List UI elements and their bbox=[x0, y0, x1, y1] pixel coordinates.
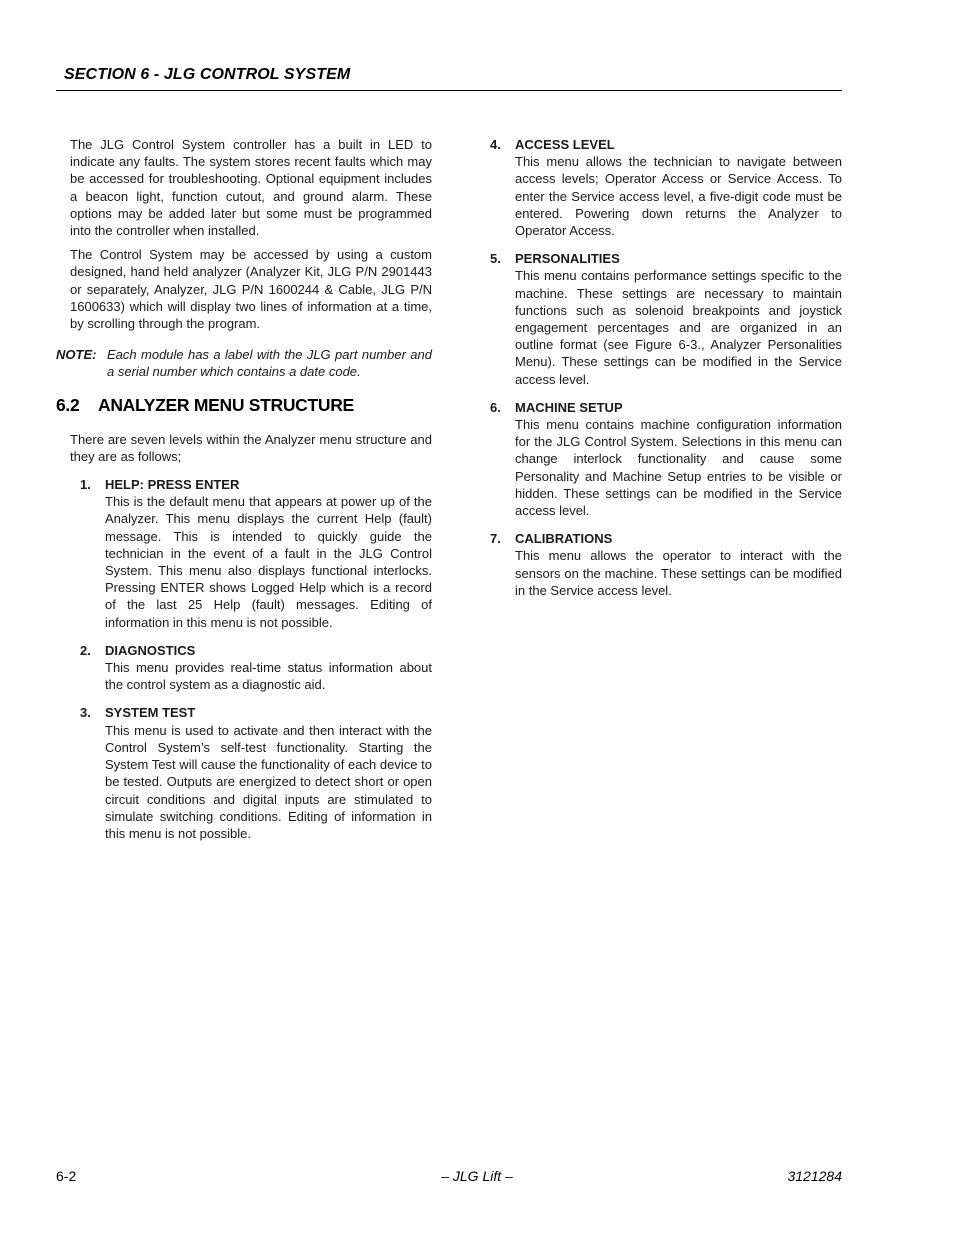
item-text: This menu allows the technician to navigate between access levels; Operator Access or Service Access. To enter the Service access level, a five-digit code must be entered. Powering down returns the Analyzer to Operator Access. bbox=[515, 154, 842, 239]
document-number: 3121284 bbox=[787, 1168, 842, 1184]
item-title: MACHINE SETUP bbox=[515, 399, 623, 415]
menu-item-diagnostics bbox=[70, 642, 432, 694]
menu-item-calibrations bbox=[490, 530, 842, 599]
note-text: Each module has a label with the JLG part number and a serial number which contains a date code. bbox=[107, 347, 432, 380]
section-title: ANALYZER MENU STRUCTURE bbox=[98, 394, 354, 415]
menu-item-access-level bbox=[490, 136, 842, 239]
item-number: 6. bbox=[490, 399, 501, 415]
section-number: 6.2 bbox=[56, 394, 80, 415]
section-heading bbox=[56, 394, 432, 423]
item-number: 7. bbox=[490, 531, 501, 547]
item-number: 4. bbox=[490, 137, 501, 152]
item-number: 2. bbox=[80, 642, 91, 658]
note-label: NOTE: bbox=[56, 347, 97, 363]
section-header-title: SECTION 6 - JLG CONTROL SYSTEM bbox=[64, 66, 351, 83]
footer-brand: – JLG Lift – bbox=[441, 1168, 513, 1184]
item-title: DIAGNOSTICS bbox=[105, 642, 196, 658]
item-number: 3. bbox=[80, 705, 91, 721]
section-intro: There are seven levels within the Analyzer menu structure and they are as follows; bbox=[70, 431, 432, 464]
item-title: HELP: PRESS ENTER bbox=[105, 477, 240, 493]
item-text: This is the default menu that appears at power up of the Analyzer. This menu displays the current Help (fault) message. This is intended to quickly guide the technician in the event of a fault in the JLG Control System. This menu also displays functional interlocks. Pressing ENTER shows Logged Help which is a record of the last 25 Help (fault) messages. Editing of information in this menu is not possible. bbox=[105, 494, 432, 630]
page-number: 6-2 bbox=[56, 1168, 77, 1184]
item-number: 1. bbox=[80, 477, 91, 493]
item-title: CALIBRATIONS bbox=[515, 531, 613, 547]
item-text: This menu is used to activate and then interact with the Control System’s self-test functionality. Starting the System Test will cause the functionality of each device to be tested. Outputs are energized to detect short or open circuit conditions and digital inputs are stimulated to simulate switching conditions. Editing of information in this menu is not possible. bbox=[105, 722, 432, 841]
item-title: PERSONALITIES bbox=[515, 251, 620, 267]
item-text: This menu contains machine configuration information for the JLG Control System. Selections in this menu can change interlock functionality and cause some Personality and Machine Setup entries to be visible or hidden. These settings can be modified in the Service access level. bbox=[515, 417, 842, 519]
right-column bbox=[490, 136, 842, 610]
menu-item-system-test bbox=[70, 704, 432, 842]
note-block bbox=[56, 346, 432, 380]
intro-paragraph-1: The JLG Control System controller has a built in LED to indicate any faults. The system stores recent faults which may be accessed for troubleshooting. Optional equipment includes a beacon light, function cutout, and ground alarm. These options may be added later but some must be programmed into the controller when installed. bbox=[70, 137, 432, 239]
left-column bbox=[56, 136, 432, 842]
item-title: ACCESS LEVEL bbox=[515, 137, 615, 152]
item-number: 5. bbox=[490, 251, 501, 267]
item-text: This menu allows the operator to interact with the sensors on the machine. These settings can be modified in the Service access level. bbox=[515, 548, 842, 598]
item-title: SYSTEM TEST bbox=[105, 705, 196, 721]
menu-item-personalities bbox=[490, 250, 842, 388]
item-text: This menu provides real-time status information about the control system as a diagnostic aid. bbox=[105, 660, 432, 693]
menu-item-machine-setup bbox=[490, 399, 842, 519]
item-text: This menu contains performance settings specific to the machine. These settings are necessary to maintain functions such as solenoid breakpoints and joystick engagement percentages and are organized in an outline format (see Figure 6-3., Analyzer Personalities Menu). These settings can be modified in the Service access level. bbox=[515, 268, 842, 387]
menu-item-help bbox=[70, 476, 432, 631]
page-header bbox=[56, 64, 842, 91]
intro-paragraph-2: The Control System may be accessed by using a custom designed, hand held analyzer (Analyzer Kit, JLG P/N 2901443 or separately, Analyzer, JLG P/N 1600244 & Cable, JLG P/N 1600633) which will display two lines of information at a time, by scrolling through the program. bbox=[70, 247, 432, 332]
